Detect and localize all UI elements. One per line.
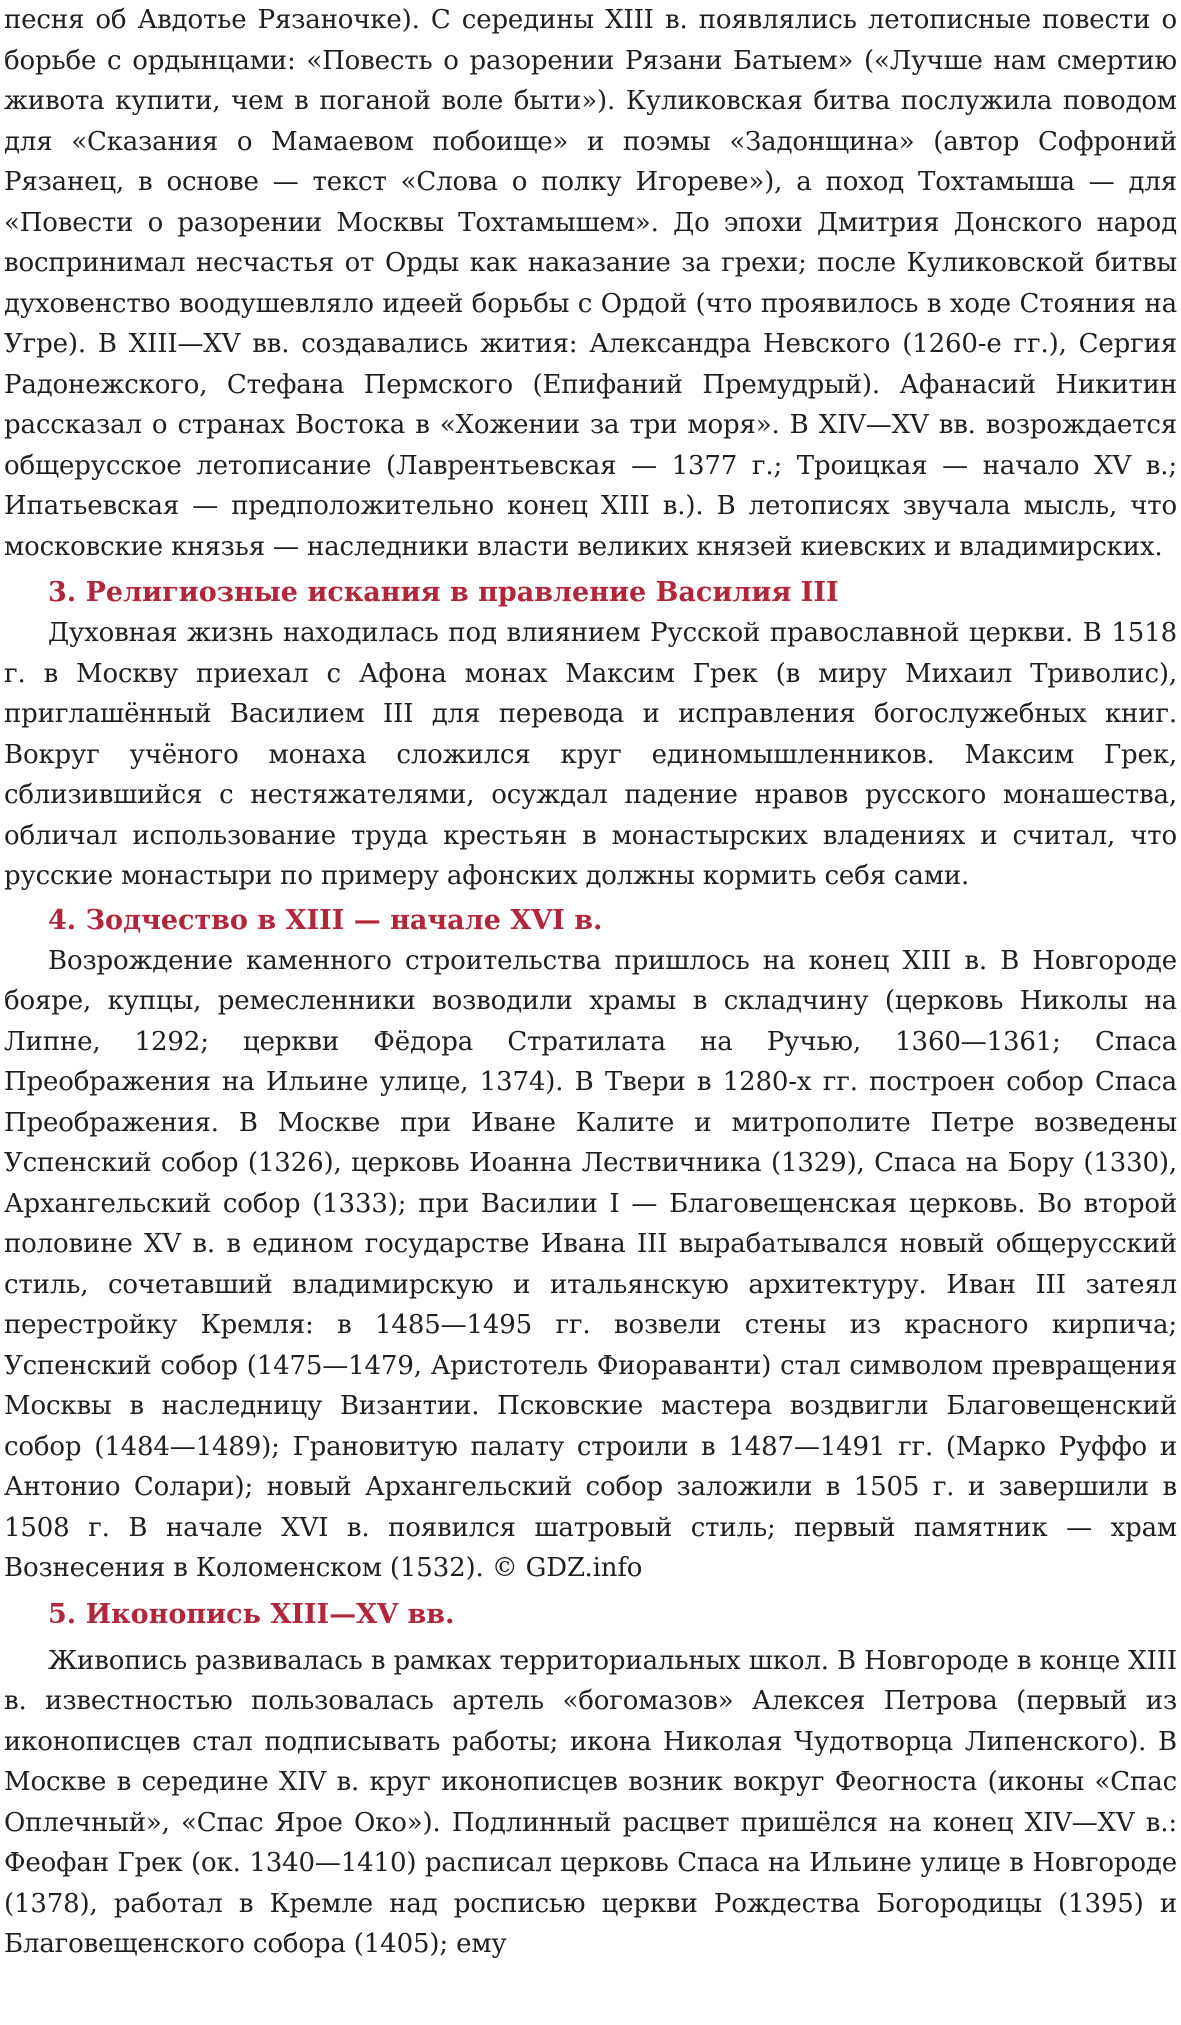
section-paragraph-religious-quests: Духовная жизнь находилась под влиянием Русской православной церкви. В 1518 г. в Москву приехал с Афона монах Максим Грек (в миру Михаил Триволис), приглашённый Василием III для перевода и исправления богослужебных книг. Вокруг учёного монаха сложился круг единомышленников. Максим Грек, сблизившийся с нестяжателями, осуждал падение нравов русского монашества, обличал использование труда крестьян в монастырских владениях и считал, что русские монастыри по примеру афонских должны кормить себя сами. xyxy=(4,618,1177,891)
section-heading-architecture: 4. Зодчество в XIII — начале XVI в. xyxy=(48,904,603,936)
section-paragraph-icon-painting: Живопись развивалась в рамках территориальных школ. В Новгороде в конце XIII в. известностью пользовалась артель «богомазов» Алексея Петрова (первый из иконописцев стал подписывать работы; икона Николая Чудотворца Липенского). В Москве в середине XIV в. круг иконописцев возник вокруг Феогноста (иконы «Спас Оплечный», «Спас Ярое Око»). Подлинный расцвет пришёлся на конец XIV—XV в.: Феофан Грек (ок. 1340—1410) расписал церковь Спаса на Ильине улице в Новгороде (1378), работал в Кремле над росписью церкви Рождества Богородицы (1395) и Благовещенского собора (1405); ему xyxy=(4,1645,1177,1959)
section-heading-religious-quests: 3. Религиозные искания в правление Василия III xyxy=(48,577,839,608)
copyright-mark: © GDZ.info xyxy=(491,1553,643,1583)
section-paragraph-architecture xyxy=(4,941,1177,1589)
architecture-text: Возрождение каменного строительства пришлось на конец XIII в. В Новгороде бояре, купцы, ремесленники возводили храмы в складчину (церковь Николы на Липне, 1292; церкви Фёдора Стратилата на Ручью, 1360—1361; Спаса Преображения на Ильине улице, 1374). В Твери в 1280-х гг. построен собор Спаса Преображения. В Москве при Иване Калите и митрополите Петре возведены Успенский собор (1326), церковь Иоанна Лествичника (1329), Спаса на Бору (1330), Архангельский собор (1333); при Василии I — Благовещенская церковь. Во второй половине XV в. в едином государстве Ивана III вырабатывался новый общерусский стиль, сочетавший владимирскую и итальянскую архитектуру. Иван III затеял перестройку Кремля: в 1485—1495 гг. возвели стены из красного кирпича; Успенский собор (1475—1479, Аристотель Фиораванти) стал символом превращения Москвы в наследницу Византии. Псковские мастера воздвигли Благовещенский собор (1484—1489); Грановитую палату строили в 1487—1491 гг. (Марко Руффо и Антонио Солари); новый Архангельский собор заложили в 1505 г. и завершили в 1508 г. В начале XVI в. появился шатровый стиль; первый памятник — храм Вознесения в Коломенском (1532). xyxy=(4,945,1177,1583)
intro-paragraph: песня об Авдотье Рязаночке). С середины XIII в. появлялись летописные повести о борьбе с ордынцами: «Повесть о разорении Рязани Батыем» («Лучше нам смертию живота купити, чем в поганой воле быти»). Куликовская битва послужила поводом для «Сказания о Мамаевом побоище» и поэмы «Задонщина» (автор Софроний Рязанец, в основе — текст «Слова о полку Игореве»), а поход Тохтамыша — для «Повести о разорении Москвы Тохтамышем». До эпохи Дмитрия Донского народ воспринимал несчастья от Орды как наказание за грехи; после Куликовской битвы духовенство воодушевляло идеей борьбы с Ордой (что проявилось в ходе Стояния на Угре). В XIII—XV вв. создавались жития: Александра Невского (1260-е гг.), Сергия Радонежского, Стефана Пермского (Епифаний Премудрый). Афанасий Никитин рассказал о странах Востока в «Хожении за три моря». В XIV—XV вв. возрождается общерусское летописание (Лаврентьевская — 1377 г.; Троицкая — начало XV в.; Ипатьевская — предположительно конец XIII в.). В летописях звучала мысль, что московские князья — наследники власти великих князей киевских и владимирских. xyxy=(4,5,1177,562)
section-heading-icon-painting: 5. Иконопись XIII—XV вв. xyxy=(48,1598,455,1630)
